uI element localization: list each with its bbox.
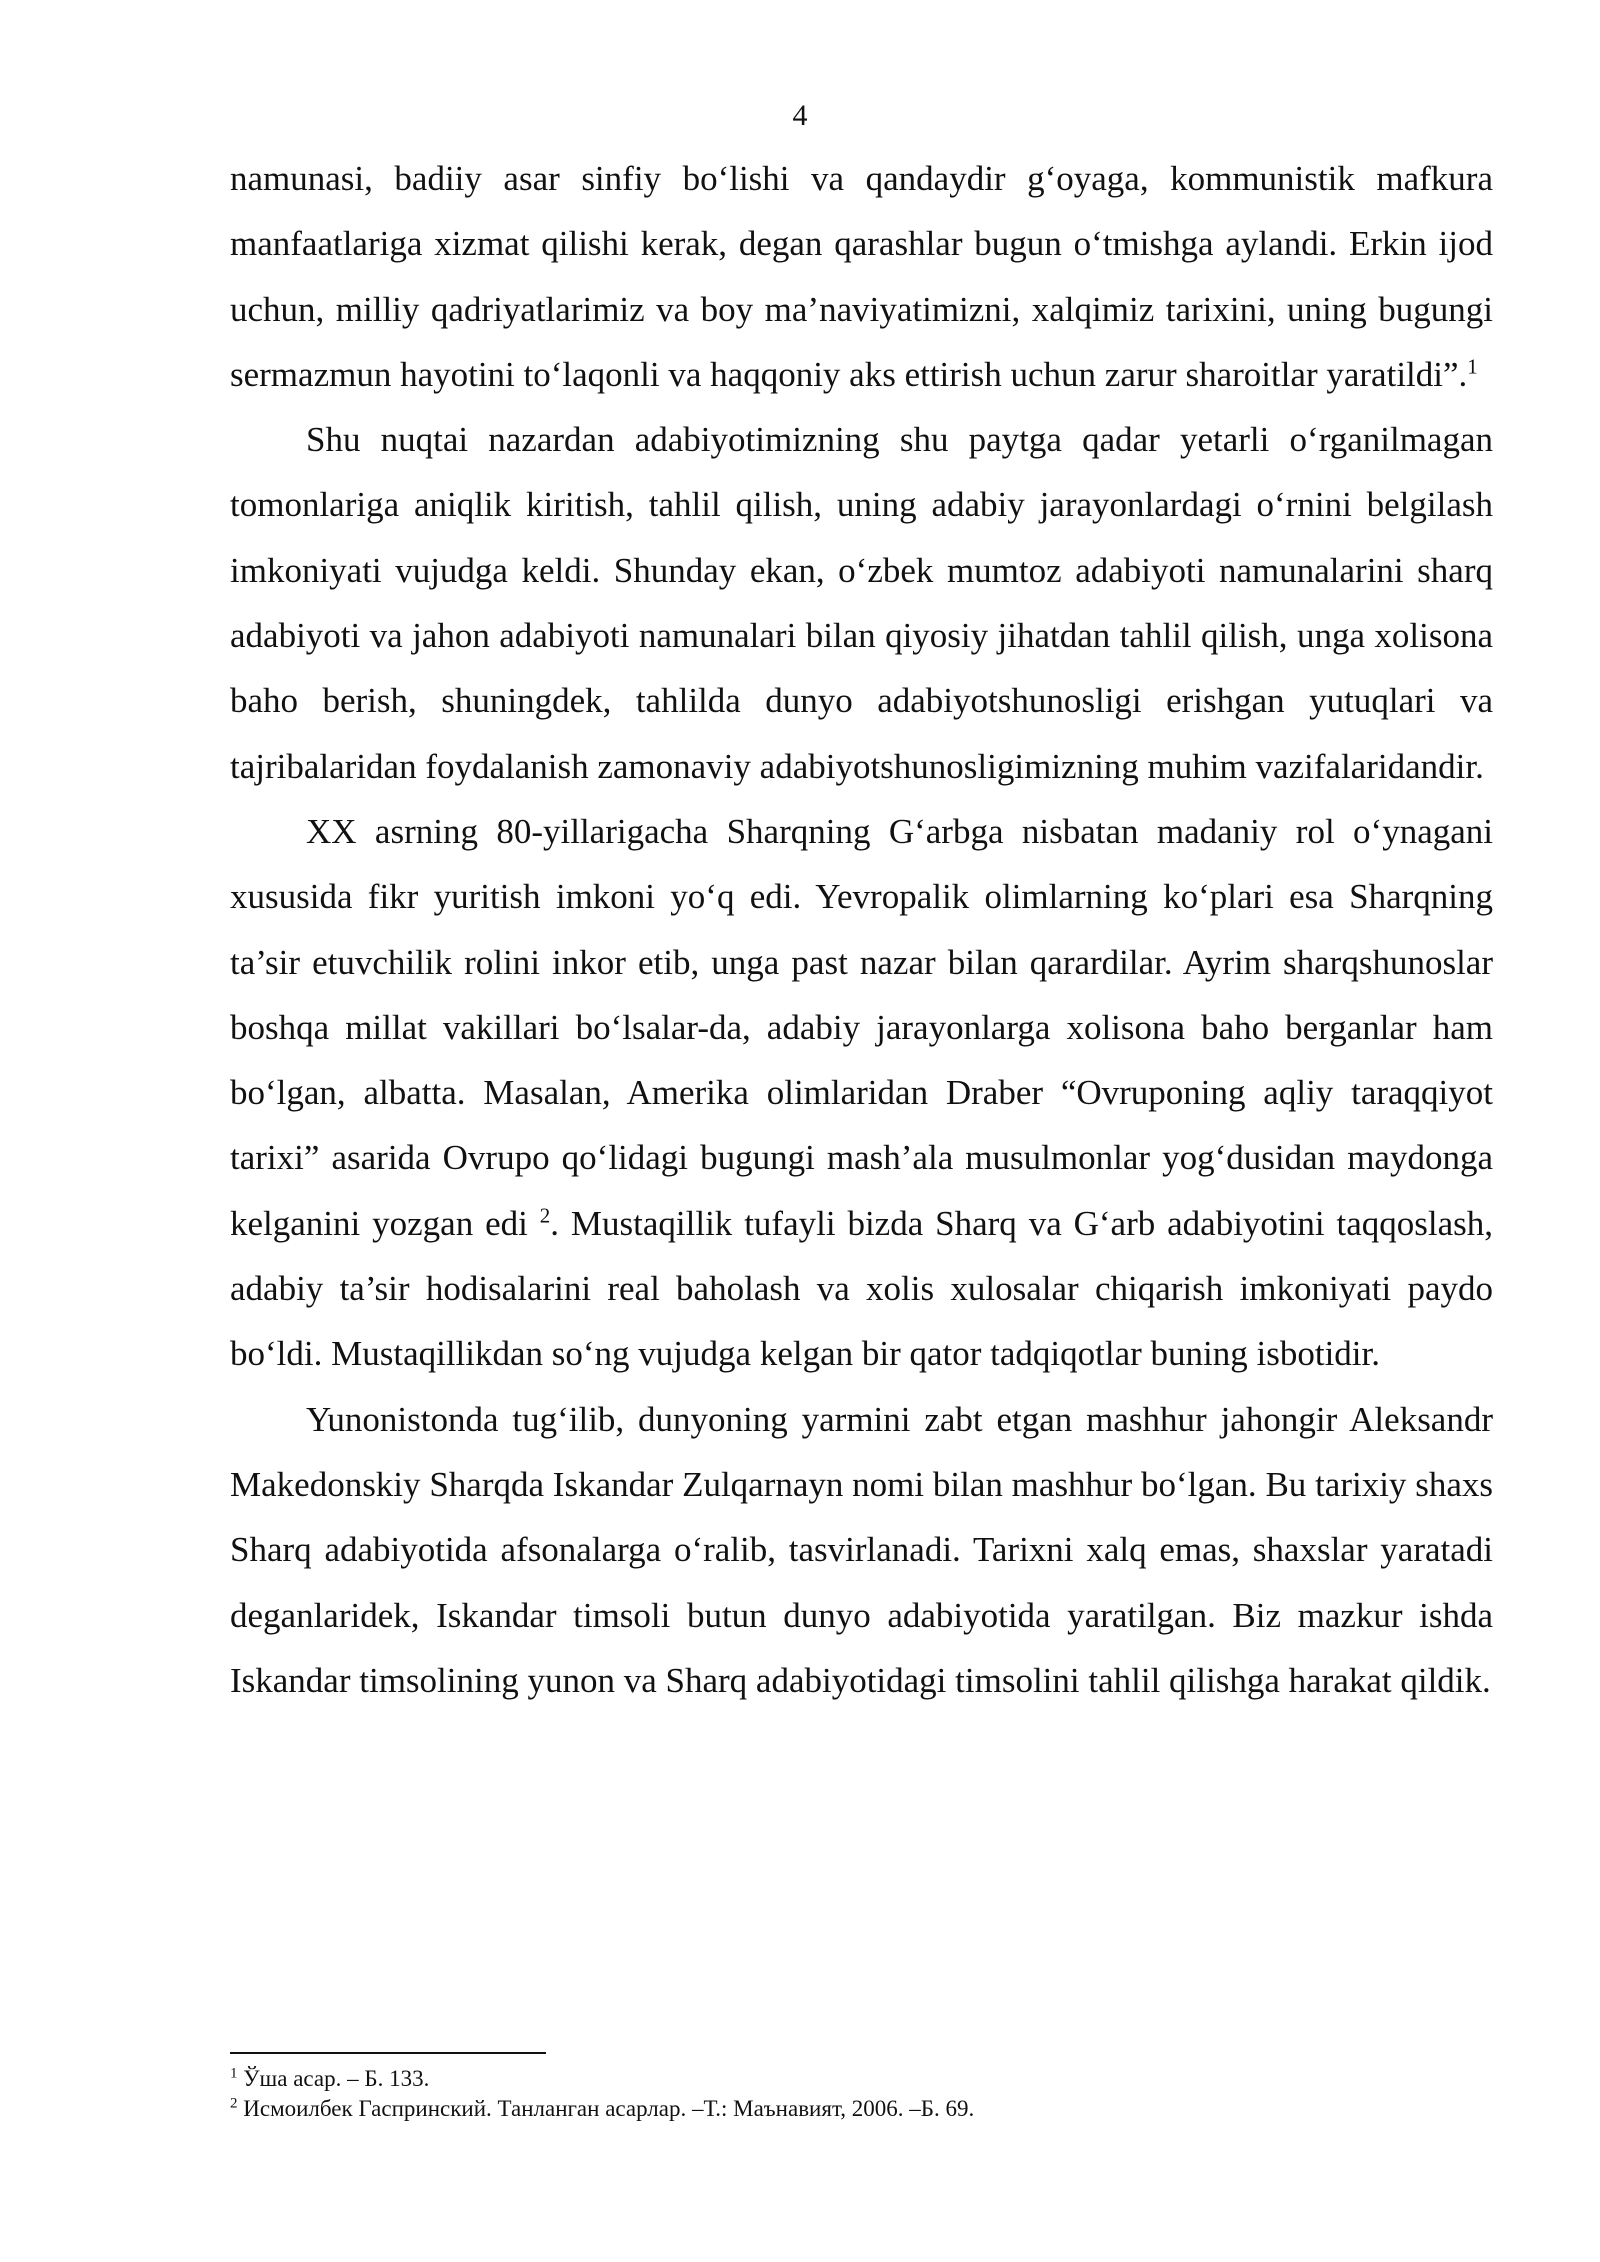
footnote-2-marker: 2	[230, 2095, 238, 2112]
paragraph-2: Shu nuqtai nazardan adabiyotimizning shu paytga qadar yetarli o‘rganilmagan tomonlariga aniqlik kiritish, tahlil qilish, uning adabiy jarayonlardagi o‘rnini belgilash imkoniyati vujudga keldi. Shunday ekan, o‘zbek mumtoz adabiyoti namunalarini sharq adabiyoti va jahon adabiyoti namunalari bilan qiyosiy jihatdan tahlil qilish, unga xolisona baho berish, shuningdek, tahlilda dunyo adabiyotshunosligi erishgan yutuqlari va tajribalaridan foydalanish zamonaviy adabiyotshunosligimizning muhim vazifalaridandir.	[230, 420, 1493, 786]
footnote-1-text: Ўша асар. – Б. 133.	[237, 2066, 430, 2091]
paragraph-4: Yunonistonda tug‘ilib, dunyoning yarmini zabt etgan mashhur jahongir Aleksandr Makedonskiy Sharqda Iskandar Zulqarnayn nomi bilan mashhur bo‘lgan. Bu tarixiy shaxs Sharq adabiyotida afsonalarga o‘ralib, tasvirlanadi. Tarixni xalq emas, shaxslar yaratadi deganlaridek, Iskandar timsoli butun dunyo adabiyotida yaratilgan. Biz mazkur ishda Iskandar timsolining yunon va Sharq adabiyotidagi timsolini tahlil qilishga harakat qildik.	[230, 1399, 1493, 1700]
footnote-1-marker: 1	[230, 2065, 238, 2082]
footnote-1	[230, 2064, 1493, 2094]
footnote-reference-2: 2	[539, 1203, 551, 1228]
paragraph-3	[230, 799, 1493, 1387]
footnote-2-text: Исмоилбек Гаспринский. Танланган асарлар. –Т.: Маънавият, 2006. –Б. 69.	[237, 2096, 975, 2121]
paragraph-3-text-before-ref: XX asrning 80-yillarigacha Sharqning G‘arbga nisbatan madaniy rol o‘ynagani xususida fikr yuritish imkoni yo‘q edi. Yevropalik olimlarning ko‘plari esa Sharqning ta’sir etuvchilik rolini inkor etib, unga past nazar bilan qarardilar. Ayrim sharqshunoslar boshqa millat vakillari bo‘lsalar-da, adabiy jarayonlarga xolisona baho berganlar ham bo‘lgan, albatta. Masalan, Amerika olimlaridan Draber “Ovruponing aqliy taraqqiyot tarixi” asarida Ovrupo qo‘lidagi bugungi mash’ala musulmonlar yog‘dusidan maydonga kelganini yozgan edi	[230, 811, 1493, 1243]
body-text	[230, 146, 1493, 1713]
page-number: 4	[792, 99, 808, 132]
paragraph-1	[230, 146, 1493, 407]
footnotes	[230, 2064, 1493, 2124]
paragraph-1-text: namunasi, badiiy asar sinfiy bo‘lishi va qandaydir g‘oyaga, kommunistik mafkura manfaatlariga xizmat qilishi kerak, degan qarashlar bugun o‘tmishga aylandi. Erkin ijod uchun, milliy qadriyatlarimiz va boy ma’naviyatimizni, xalqimiz tarixini, uning bugungi sermazmun hayotini to‘laqonli va haqqoniy aks ettirish uchun zarur sharoitlar yaratildi”.	[230, 159, 1493, 394]
footnote-reference-1: 1	[1467, 354, 1478, 379]
paragraph-3-text-after-ref: . Mustaqillik tufayli bizda Sharq va G‘arb adabiyotini taqqoslash, adabiy ta’sir hodisalarini real baholash va xolis xulosalar chiqarish imkoniyati paydo bo‘ldi. Mustaqillikdan so‘ng vujudga kelgan bir qator tadqiqotlar buning isbotidir.	[230, 1203, 1494, 1374]
footnote-2	[230, 2094, 1493, 2124]
footnote-separator	[230, 2052, 546, 2054]
